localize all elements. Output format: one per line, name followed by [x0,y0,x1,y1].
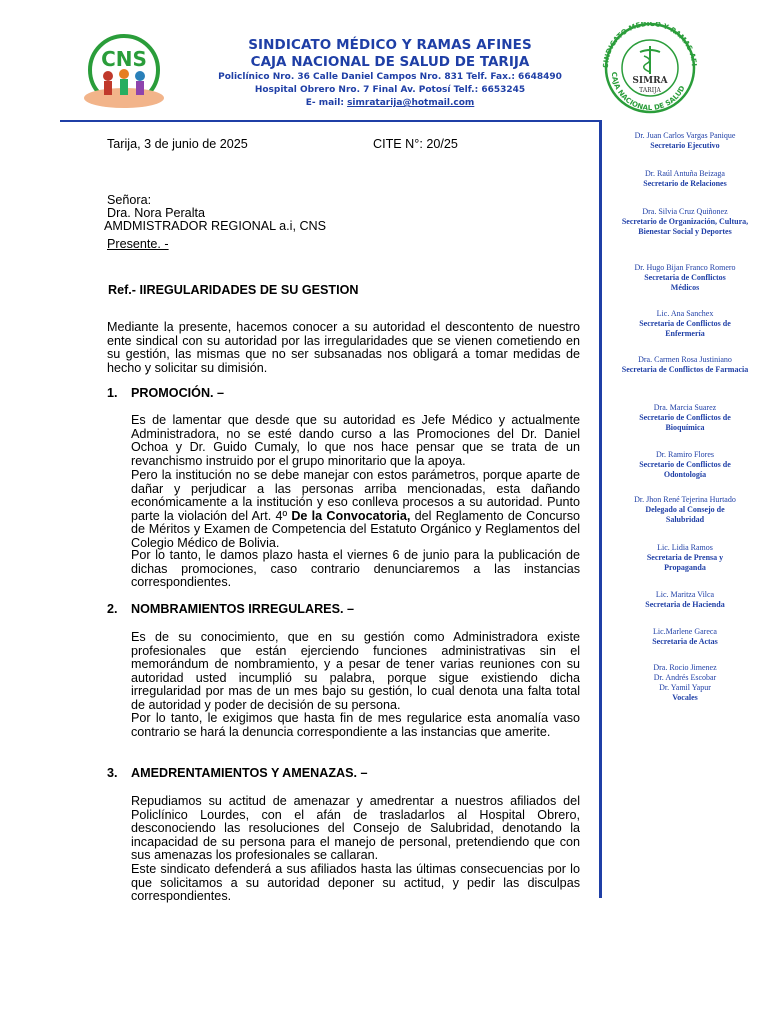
recipient-name: Dra. Nora Peralta [107,206,205,220]
board-member-4: Dr. Hugo Bijan Franco Romero Secretaria de Conflictos Médicos [634,263,736,292]
presente: Presente. - [107,237,169,251]
section-2-number: 2. [107,602,118,616]
board-vocales: Dra. Rocio Jimenez Dr. Andrés Escobar Dr. Yamil Yapur Vocales [653,663,717,702]
email-link[interactable]: simratarija@hotmail.com [347,98,475,108]
salutation: Señora: [107,193,152,207]
section-1-number: 1. [107,386,118,400]
section-3-para-2: Este sindicato defenderá a sus afiliados hasta las últimas consecuencias por lo que solicitamos a su autoridad deponer su actitud, y pedir las disculpas correspondientes. [131,862,580,904]
section-3-title: AMEDRENTAMIENTOS Y AMENAZAS. – [131,766,368,780]
board-member-3: Dra. Silvia Cruz Quiñonez Secretario de Organización, Cultura, Bienestar Social y Deportes [621,207,749,236]
address-line-2: Hospital Obrero Nro. 7 Final Av. Potosí Telf.: 6653245 [254,85,526,95]
seal-ring-top: SINDICATO MÉDICO Y RAMAS AFI [601,22,698,69]
board-member-5: Lic. Ana Sanchex Secretaria de Conflictos de Enfermería [639,309,731,338]
section-1-para-1: Es de lamentar que desde que su autoridad es Jefe Médico y actualmente Administradora, no se esté dando curso a las Promociones del Dr. Daniel Ochoa y Dr. Guido Cumaly, lo que nos hace pensar que se trata de un revanchismo instruido por el grupo minoritario que la apoya. [131,413,580,468]
intro-paragraph: Mediante la presente, hacemos conocer a su autoridad el descontento de nuestro ente sindical con su autoridad por las irregularidades que se vienen cometiendo en su gestión, las mismas que no ser subsanadas nos obligará a tomar medidas de hecho y solicitar su dimisión. [107,320,580,375]
section-1-para-2: Pero la institución no se debe manejar con estos parámetros, porque aparte de dañar y perjudicar a las personas arriba mencionadas, esta dañando económicamente a la institución y eso conlleva procesos a su autoridad. Punto parte la violación del Art. 4º De la Convocatoria, del Reglamento de Concurso de Méritos y Examen de Competencia del Estatuto Orgánico y Reglamentos del Colegio Médico de Bolivia. [131,468,581,550]
header-rule [60,120,600,122]
cns-logo [78,32,170,114]
board-member-7: Dra. Marcia Suarez Secretario de Conflictos de Bioquímica [639,403,731,432]
section-3-number: 3. [107,766,118,780]
seal-ring-bottom: CAJA NACIONAL DE SALUD [609,71,687,113]
section-2-para-1: Es de su conocimiento, que en su gestión como Administradora existe profesionales que están ejerciendo funciones administrativas sin el memorándum de nombramiento, y a pesar de tener varias reuniones con su autoridad usted incumplió su palabra, porque sigue existiendo dicha irregularidad por mas de un mes bajo su gestión, lo cual denota una falta total de autoridad y poder de decisión de su persona. [131,630,580,712]
recipient-title: AMDMISTRADOR REGIONAL a.i, CNS [104,219,327,233]
board-member-11: Lic. Maritza Vilca Secretaria de Hacienda [645,590,725,609]
address-line-1: Policlínico Nro. 36 Calle Daniel Campos Nro. 831 Telf. Fax.: 6648490 [218,72,562,82]
board-member-10: Lic. Lidia Ramos Secretaria de Prensa y Propaganda [646,543,724,572]
letter-cite: CITE N°: 20/25 [373,137,458,151]
board-member-2: Dr. Raúl Antuña Beizaga Secretario de Relaciones [643,169,727,188]
board-member-1: Dr. Juan Carlos Vargas Panique Secretario Ejecutivo [634,131,736,150]
institution-name: CAJA NACIONAL DE SALUD DE TARIJA [250,54,530,70]
section-1-title: PROMOCIÓN. – [131,386,225,400]
cns-logo-text: CNS [101,47,147,71]
section-1-para-3: Por lo tanto, le damos plazo hasta el viernes 6 de junio para la publicación de dichas promociones, caso contrario denunciaremos a las instancias correspondientes. [131,548,580,590]
email-label: E- mail: [305,98,348,108]
sidebar-divider [599,120,602,898]
section-2-title: NOMBRAMIENTOS IRREGULARES. – [131,602,354,616]
reference-line: Ref.- IIREGULARIDADES DE SU GESTION [108,283,359,297]
section-2-para-2: Por lo tanto, le exigimos que hasta fin de mes regularice esta anomalía vaso contrario se hará la denuncia correspondiente a las instancias que amerite. [131,711,580,739]
email-line [190,98,590,108]
board-member-8: Dr. Ramiro Flores Secretario de Conflictos de Odontología [639,450,731,479]
simra-seal [594,22,706,114]
union-name: SINDICATO MÉDICO Y RAMAS AFINES [248,37,532,53]
seal-name: SIMRA [632,76,668,86]
letter-date: Tarija, 3 de junio de 2025 [107,137,248,151]
section-3-para-1: Repudiamos su actitud de amenazar y amedrentar a nuestros afiliados del Policlínico Lourdes, con el afán de trasladarlos al Hospital Obrero, desconociendo las resoluciones del Consejo de Salubridad, denotando la incapacidad de su persona para el manejo de personal, pretendiendo que con sus amenazas los profesionales se callaran. [131,794,580,863]
seal-city: TARIJA [639,87,661,94]
board-member-12: Lic.Marlene Gareca Secretaria de Actas [652,627,718,646]
board-member-9: Dr. Jhon René Tejerina Hurtado Delegado al Consejo de Salubridad [634,495,736,524]
board-member-6: Dra. Carmen Rosa Justiniano Secretaria de Conflictos de Farmacia [621,355,749,374]
